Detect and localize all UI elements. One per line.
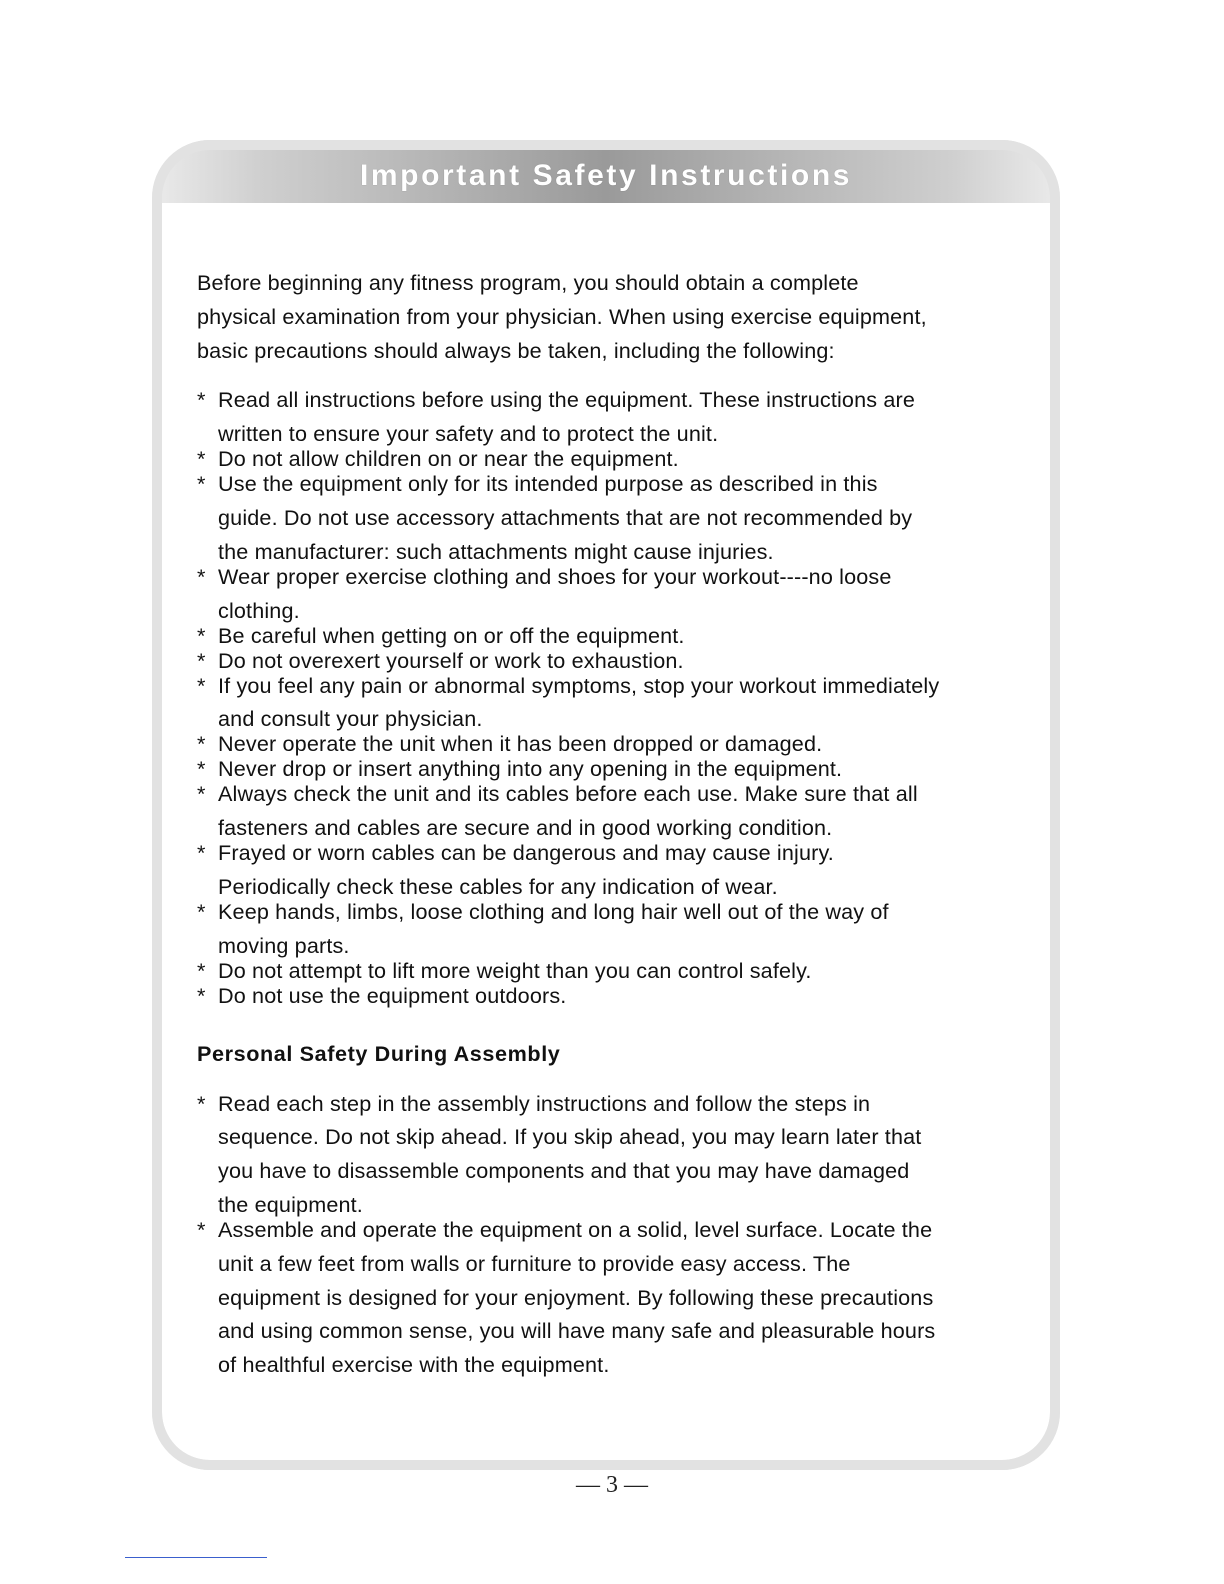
list-item-line: If you feel any pain or abnormal symptoms, stop your workout immediately xyxy=(218,672,940,698)
list-item-line: Never operate the unit when it has been dropped or damaged. xyxy=(218,731,823,757)
assembly-heading: Personal Safety During Assembly xyxy=(197,1040,561,1066)
list-item xyxy=(197,895,1037,963)
list-item-line: and consult your physician. xyxy=(218,706,483,732)
bullet-marker: * xyxy=(197,982,206,1008)
bullet-marker: * xyxy=(197,898,206,924)
list-item xyxy=(197,777,1037,845)
list-item-line: Frayed or worn cables can be dangerous and may cause injury. xyxy=(218,840,834,866)
list-item xyxy=(197,467,1037,568)
list-item-line: written to ensure your safety and to protect the unit. xyxy=(218,421,719,447)
list-item-line: the manufacturer: such attachments might cause injuries. xyxy=(218,538,774,564)
list-item-line: Assemble and operate the equipment on a solid, level surface. Locate the xyxy=(218,1216,933,1242)
page-title: Important Safety Instructions xyxy=(359,159,853,192)
bullet-marker: * xyxy=(197,957,206,983)
list-item-line: equipment is designed for your enjoyment. By following these precautions xyxy=(218,1284,934,1310)
list-item-line: clothing. xyxy=(218,597,300,623)
list-item xyxy=(197,836,1037,904)
assembly-instructions-list xyxy=(197,1087,1037,1382)
intro-line: basic precautions should always be taken, including the following: xyxy=(197,337,835,363)
intro-paragraph xyxy=(197,266,1037,367)
list-item-line: Read each step in the assembly instructions and follow the steps in xyxy=(218,1090,871,1116)
list-item-line: Read all instructions before using the equipment. These instructions are xyxy=(218,387,915,413)
bullet-marker: * xyxy=(197,840,206,866)
list-item-line: Use the equipment only for its intended purpose as described in this xyxy=(218,471,878,497)
list-item-line: Never drop or insert anything into any opening in the equipment. xyxy=(218,756,843,782)
bullet-marker: * xyxy=(197,647,206,673)
bullet-marker: * xyxy=(197,1090,206,1116)
intro-line: Before beginning any fitness program, you should obtain a complete xyxy=(197,270,859,295)
list-item xyxy=(197,383,1037,451)
list-item-line: Do not overexert yourself or work to exhaustion. xyxy=(218,647,684,673)
bullet-marker: * xyxy=(197,781,206,807)
list-item-line: Always check the unit and its cables before each use. Make sure that all xyxy=(218,781,918,807)
bullet-marker: * xyxy=(197,1216,206,1242)
list-item-line: Wear proper exercise clothing and shoes for your workout----no loose xyxy=(218,563,892,589)
bullet-marker: * xyxy=(197,731,206,757)
bullet-marker: * xyxy=(197,622,206,648)
document-body xyxy=(197,266,1037,1378)
list-item-line: you have to disassemble components and that you may have damaged xyxy=(218,1158,910,1184)
intro-line: physical examination from your physician. When using exercise equipment, xyxy=(197,303,927,329)
bullet-marker: * xyxy=(197,471,206,497)
list-item-line: Keep hands, limbs, loose clothing and long hair well out of the way of xyxy=(218,898,889,924)
footnote-rule xyxy=(125,1557,267,1558)
list-item xyxy=(197,979,1037,1013)
bullet-marker: * xyxy=(197,756,206,782)
safety-instructions-list xyxy=(197,383,1037,1012)
list-item-line: guide. Do not use accessory attachments that are not recommended by xyxy=(218,504,913,530)
list-item xyxy=(197,560,1037,628)
list-item xyxy=(197,1213,1037,1382)
list-item-line: Do not allow children on or near the equipment. xyxy=(218,446,679,472)
list-item xyxy=(197,1087,1037,1222)
list-item-line: Periodically check these cables for any indication of wear. xyxy=(218,873,778,899)
list-item-line: sequence. Do not skip ahead. If you skip ahead, you may learn later that xyxy=(218,1124,922,1150)
list-item-line: Do not attempt to lift more weight than you can control safely. xyxy=(218,957,812,983)
bullet-marker: * xyxy=(197,672,206,698)
bullet-marker: * xyxy=(197,387,206,413)
list-item-line: moving parts. xyxy=(218,932,350,958)
list-item-line: Be careful when getting on or off the equipment. xyxy=(218,622,685,648)
list-item-line: the equipment. xyxy=(218,1191,363,1217)
list-item-line: fasteners and cables are secure and in good working condition. xyxy=(218,815,833,841)
bullet-marker: * xyxy=(197,563,206,589)
list-item-line: and using common sense, you will have many safe and pleasurable hours xyxy=(218,1318,936,1344)
list-item-line: of healthful exercise with the equipment. xyxy=(218,1352,610,1378)
bullet-marker: * xyxy=(197,446,206,472)
page-number: — 3 — xyxy=(576,1472,648,1498)
list-item-line: unit a few feet from walls or furniture to provide easy access. The xyxy=(218,1250,851,1276)
list-item-line: Do not use the equipment outdoors. xyxy=(218,982,567,1008)
list-item xyxy=(197,669,1037,737)
